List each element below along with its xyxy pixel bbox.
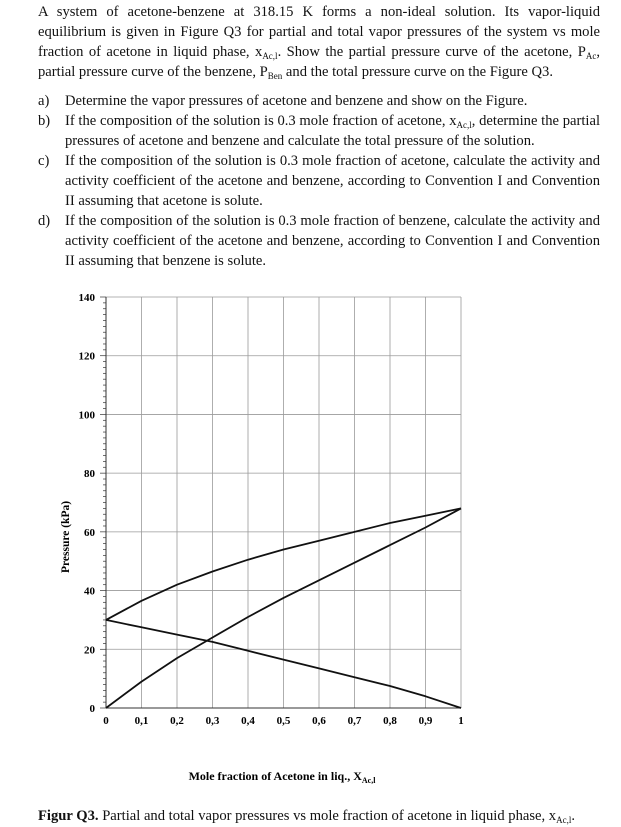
x-tick-label: 0,4 (241, 715, 255, 727)
caption-end: . (571, 808, 575, 824)
x-axis-label (189, 769, 377, 785)
question-text: If the composition of the solution is 0.3 mole fraction of benzene, calculate the activity and activity coefficient of the acetone and benzene, according to Convention I and Convention II assuming that benzene is solute. (65, 213, 600, 269)
x-tick-label: 1 (458, 715, 464, 727)
x-tick-label: 0 (103, 715, 109, 727)
question-item-c (38, 151, 600, 211)
intro-subscript-x: Ac,l (262, 51, 278, 61)
x-axis-label-subscript: Ac,l (361, 776, 376, 785)
question-text: If the composition of the solution is 0.3 mole fraction of acetone, calculate the activity and activity coefficient of the acetone and benzene, according to Convention I and Convention II assuming that acetone is solute. (65, 153, 600, 209)
y-tick-label: 40 (84, 585, 95, 598)
question-list (38, 91, 600, 271)
problem-statement (38, 2, 600, 82)
y-tick-label: 20 (84, 644, 95, 657)
x-tick-label: 0,5 (276, 715, 291, 727)
question-item-d (38, 211, 600, 271)
intro-text-mid2: , partial pressure curve of the benzene, P (38, 44, 601, 80)
question-label: c) (38, 153, 50, 169)
intro-text-mid: . Show the partial pressure curve of the acetone, P (277, 44, 586, 60)
caption-subscript: Ac,l (556, 815, 572, 825)
x-tick-label: 0,3 (205, 715, 220, 727)
y-tick-label: 100 (78, 409, 95, 422)
y-tick-label: 80 (84, 468, 95, 481)
question-label: a) (38, 93, 50, 109)
question-label: d) (38, 213, 51, 229)
y-tick-label: 140 (78, 292, 95, 304)
y-tick-label: 60 (84, 526, 95, 539)
y-axis-label: Pressure (kPa) (60, 500, 72, 574)
chart-ticks (100, 297, 106, 708)
x-tick-label: 0,9 (418, 715, 433, 727)
y-tick-label: 120 (78, 350, 95, 363)
x-tick-label: 0,6 (312, 715, 326, 727)
caption-label: Figur Q3. (38, 808, 99, 824)
figure-caption (38, 806, 608, 826)
x-axis-label-text: Mole fraction of Acetone in liq., X (188, 769, 362, 783)
chart-grid (106, 297, 461, 708)
x-tick-label: 0,1 (134, 715, 149, 727)
question-subscript: Ac,l (456, 120, 472, 130)
y-tick-label: 0 (89, 703, 95, 715)
intro-subscript-pac: Ac (585, 51, 597, 61)
question-text: Determine the vapor pressures of acetone and benzene and show on the Figure. (65, 93, 528, 109)
question-label: b) (38, 113, 51, 129)
intro-text-end: and the total pressure curve on the Figure Q3. (282, 64, 553, 80)
question-text-end: , determine the partial pressures of acetone and benzene and calculate the total pressure of the solution. (65, 113, 600, 149)
intro-text: A system of acetone-benzene at 318.15 K forms a non-ideal solution. Its vapor-liquid equilibrium is given in Figure Q3 for partial and total vapor pressures of the system vs mole fraction of acetone in liquid phase, x (38, 4, 600, 60)
x-tick-label: 0,7 (347, 715, 362, 727)
chart-tick-labels (79, 292, 464, 727)
pressure-chart (0, 280, 621, 790)
x-tick-label: 0,2 (170, 715, 184, 727)
question-item-b (38, 111, 600, 151)
x-tick-label: 0,8 (383, 715, 397, 727)
question-item-a (38, 91, 600, 111)
question-text: If the composition of the solution is 0.3 mole fraction of acetone, x (65, 113, 457, 129)
intro-subscript-pben: Ben (267, 71, 283, 81)
caption-text: Partial and total vapor pressures vs mole fraction of acetone in liquid phase, x (98, 808, 557, 824)
